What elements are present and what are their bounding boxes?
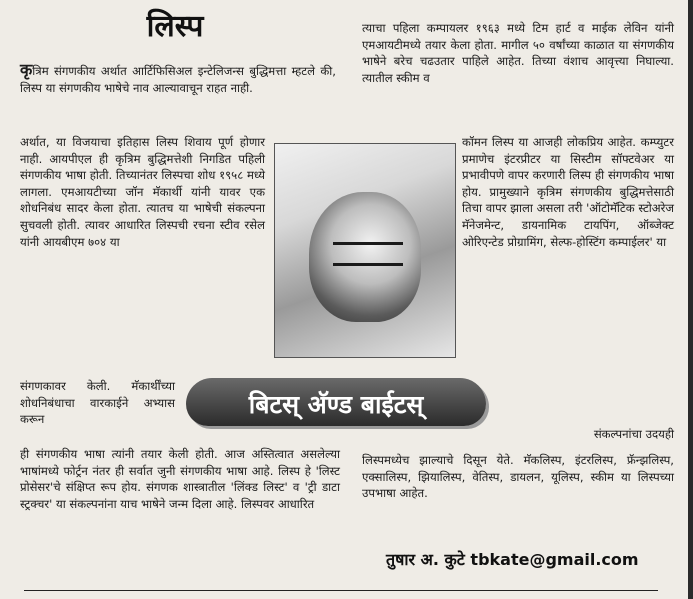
banner-text: बिटस् अ‍ॅण्ड बाईटस्	[248, 390, 424, 419]
column-banner	[186, 378, 486, 426]
author-signature: तुषार अ. कुटे tbkate@gmail.com	[386, 550, 639, 569]
right-column-middle: कॉमन लिस्प या आजही लोकप्रिय आहेत. कम्प्युटर प्रमाणेच इंटरप्रीटर या सिस्टीम सॉफ्टवेअर या प्रभावीपणे वापर करणारी लिस्प ही संगणकीय भाषा होय. प्रामुख्याने कृत्रिम संगणकीय बुद्धिमत्तेसाठी तिचा वापर झाला असला तरी 'ऑटोमॅटिक स्टोअरेज मॅनेजमेन्ट, डायनामिक टायपिंग, ऑब्जेक्ट ओरिएन्टेड प्रोग्रामिंग, सेल्फ-होस्टिंग कम्पाईलर' या	[462, 135, 674, 249]
author-photo	[274, 143, 456, 358]
bottom-column-paragraph: ही संगणकीय भाषा त्यांनी तयार केली होती. आज अस्तित्वात असलेल्या भाषांमध्ये फोर्ट्रन नंतर ही सर्वात जुनी संगणकीय भाषा आहे. लिस्प हे 'लिस्ट प्रोसेसर'चे संक्षिप्त रूप होय. संगणक शास्त्रातील 'लिंक्ड लिस्ट' व 'ट्री डाटा स्ट्रक्चर' या संकल्पनांना याच भाषेने जन्म दिला आहे. लिस्पवर आधारित	[20, 447, 340, 511]
right-column-top: त्याचा पहिला कम्पायलर १९६३ मध्ये टिम हार्ट व माईक लेविन यांनी एमआयटीमध्ये तयार केला होता. मागील ५० वर्षांच्या काळात या संगणकीय भाषेने बरेच चढउतार पाहिले आहेत. तिच्या वंशाच आवृत्त्या निघाल्या. त्यातील स्कीम व	[362, 21, 674, 85]
bottom-divider	[24, 590, 658, 591]
left-column-paragraph: अर्थात, या विजयाचा इतिहास लिस्प शिवाय पूर्ण होणार नाही. आयपीएल ही कृत्रिम बुद्धिमत्तेशी निगडित पहिली संगणकीय भाषा होती. तिच्यानंतर लिस्पचा शोध १९५८ मध्ये लागला. एमआयटीच्या जॉन मॅकार्थी यांनी यावर एक शोधनिबंध सादर केला होता. त्यातच या भाषेची संकल्पना सुचवली होती. त्यावर आधारित लिस्पची रचना स्टीव रसेल यांनी आयबीएम ७०४ या	[20, 135, 265, 249]
article-title: लिस्प	[146, 9, 204, 44]
lead-paragraph	[20, 62, 336, 96]
right-column-bottom: लिस्पमध्येच झाल्याचे दिसून येते. मॅकलिस्प, इंटरलिस्प, फ्रॅन्झलिस्प, एक्सालिस्प, झियालिस्प, वेतिस्प, डायलन, यूलिस्प, स्कीम या लिस्पच्या उपभाषा आहेत.	[362, 453, 674, 501]
portrait-glasses	[333, 242, 403, 266]
page-edge-bar	[688, 0, 693, 599]
right-column-middle-2: संकल्पनांचा उदयही	[593, 427, 674, 441]
lead-text: त्रिम संगणकीय अर्थात आर्टिफिसिअल इन्टेलिजन्स बुद्धिमत्ता म्हटले की, लिस्प या संगणकीय भाषेचे नाव आल्यावाचून राहत नाही.	[20, 64, 336, 95]
left-column-paragraph-2: संगणकावर केली. मॅकार्थींच्या शोधनिबंधाचा वारकाईने अभ्यास करून	[20, 379, 175, 427]
lead-initial: कृ	[20, 60, 33, 79]
